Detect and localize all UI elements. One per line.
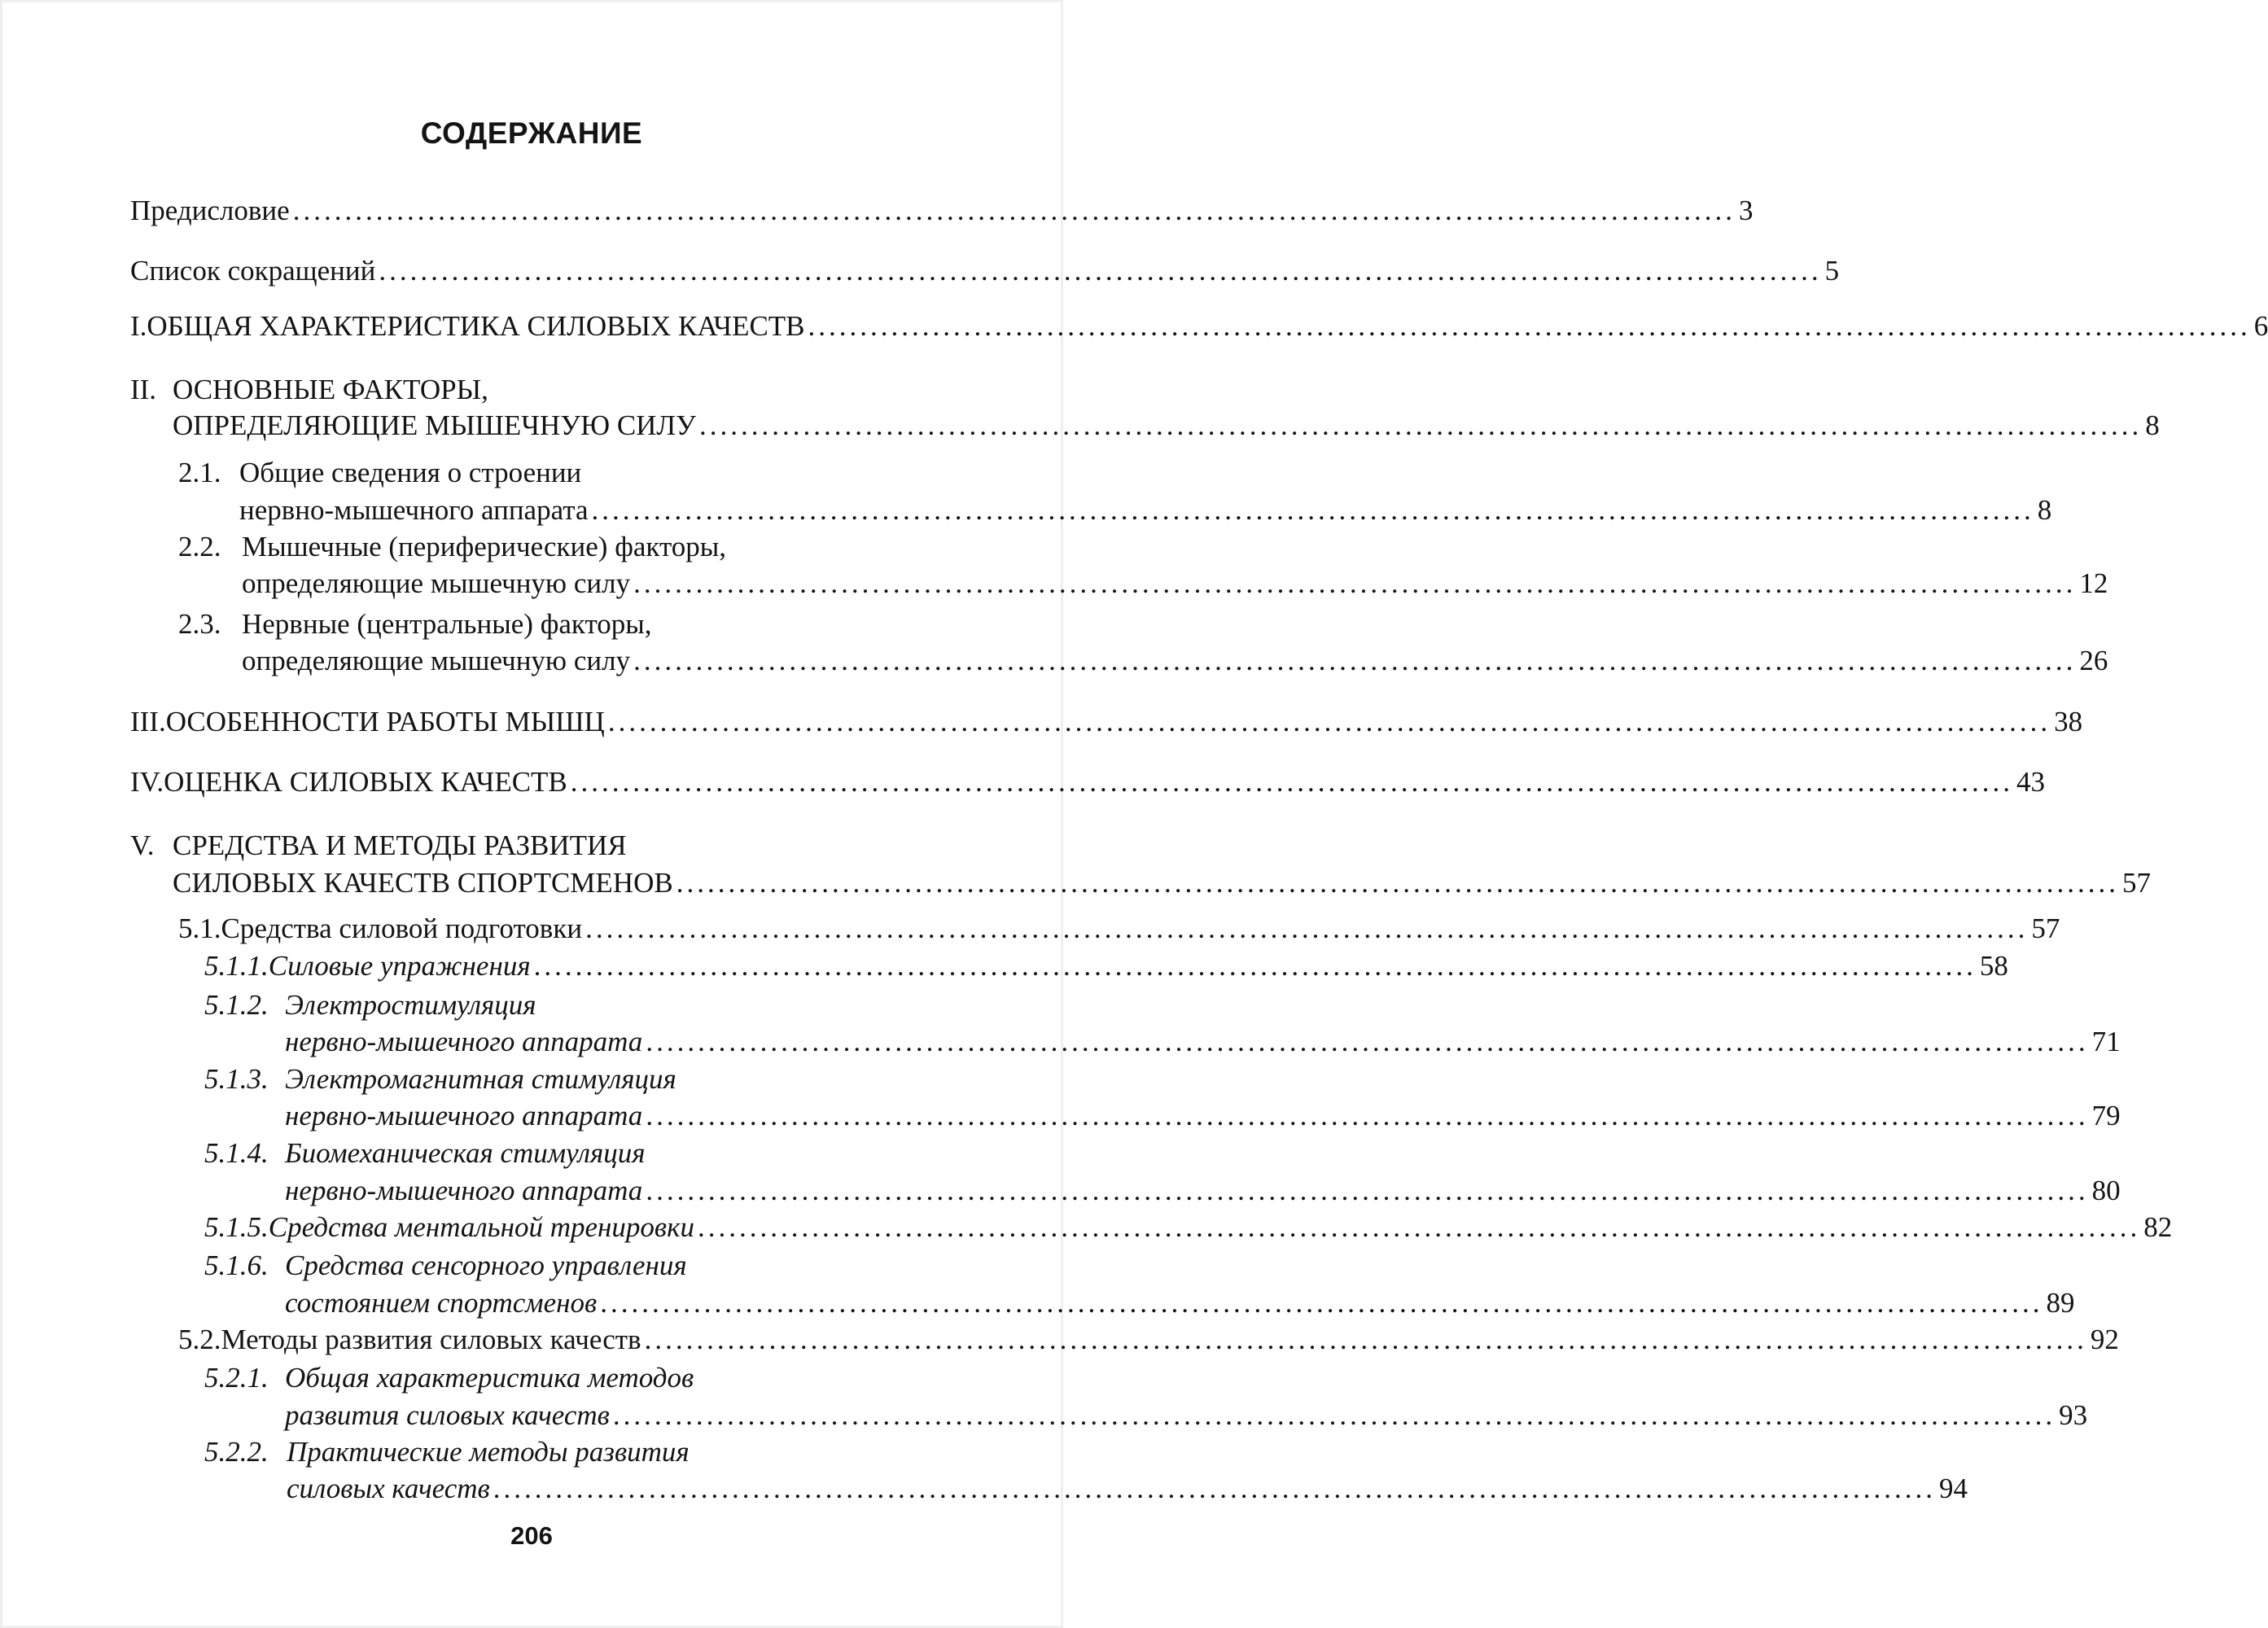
toc-entry-2-3[interactable] (242, 641, 2108, 681)
toc-entry-chapter-1[interactable] (130, 307, 2268, 346)
entry-page: 94 (1938, 1473, 1968, 1504)
dot-leader: ........................................................................................................................................... (612, 1399, 2056, 1431)
entry-title: определяющие мышечную силу (242, 567, 631, 599)
entry-number: V. (130, 829, 155, 861)
dot-leader: ........................................................................................................................................... (585, 912, 2029, 944)
entry-number: 5.1.5. (204, 1211, 269, 1243)
entry-number: II. (130, 374, 157, 405)
entry-page: 71 (2091, 1026, 2121, 1057)
toc-entry-chapter-2-line1[interactable] (130, 370, 488, 409)
entry-page: 43 (2016, 766, 2046, 798)
toc-entry-5-1[interactable] (178, 909, 2060, 948)
dot-leader: ........................................................................................................................................... (808, 310, 2251, 342)
entry-page: 89 (2046, 1287, 2075, 1319)
dot-leader: ........................................................................................................................................... (292, 195, 1736, 226)
dot-leader: ........................................................................................................................................... (591, 494, 2034, 526)
entry-title: развития силовых качеств (285, 1399, 610, 1431)
entry-page: 93 (2059, 1399, 2088, 1431)
toc-entry-5-2-2[interactable] (287, 1469, 1968, 1508)
toc-entry-preface[interactable] (130, 191, 1754, 230)
toc-entry-5-2-1[interactable] (285, 1396, 2088, 1435)
toc-entry-5-1-5[interactable] (204, 1208, 2173, 1247)
entry-number: 2.3. (178, 608, 221, 640)
toc-entry-5-1-1[interactable] (204, 947, 2008, 986)
entry-page: 5 (1824, 255, 1840, 287)
dot-leader: ........................................................................................................................................... (379, 255, 1822, 287)
dot-leader: ........................................................................................................................................... (698, 409, 2143, 441)
entry-page: 8 (2037, 494, 2052, 526)
entry-title: ОПРЕДЕЛЯЮЩИЕ МЫШЕЧНУЮ СИЛУ (173, 409, 696, 441)
entry-number: 5.2. (178, 1324, 221, 1355)
entry-number: 5.2.2. (204, 1436, 269, 1468)
entry-title: ОБЩАЯ ХАРАКТЕРИСТИКА СИЛОВЫХ КАЧЕСТВ (147, 310, 805, 342)
entry-title: Список сокращений (130, 255, 376, 287)
dot-leader: ........................................................................................................................................... (533, 950, 1977, 982)
dot-leader: ........................................................................................................................................... (607, 706, 2051, 737)
entry-title: определяющие мышечную силу (242, 645, 631, 676)
entry-title: Средства ментальной тренировки (268, 1211, 694, 1243)
entry-title-line1: Электростимуляция (285, 989, 536, 1021)
entry-number: 5.2.1. (204, 1362, 269, 1394)
entry-number: 5.1.2. (204, 989, 269, 1021)
entry-page: 92 (2090, 1324, 2119, 1355)
entry-page: 6 (2253, 310, 2268, 342)
entry-page: 3 (1738, 195, 1754, 226)
entry-title: нервно-мышечного аппарата (239, 494, 589, 526)
entry-page: 57 (2121, 867, 2151, 899)
entry-page: 38 (2054, 706, 2083, 737)
entry-title-line1: Средства сенсорного управления (285, 1249, 687, 1281)
entry-title: нервно-мышечного аппарата (285, 1026, 643, 1057)
entry-title-line1: Электромагнитная стимуляция (285, 1063, 676, 1095)
entry-title-line1: Общая характеристика методов (285, 1362, 694, 1394)
toc-entry-5-1-6-line1[interactable] (204, 1246, 687, 1285)
dot-leader: ........................................................................................................................................... (570, 766, 2014, 798)
dot-leader: ........................................................................................................................................... (633, 567, 2077, 599)
entry-title-line1: Мышечные (периферические) факторы, (242, 531, 727, 562)
dot-leader: ........................................................................................................................................... (600, 1287, 2043, 1319)
entry-title: нервно-мышечного аппарата (285, 1100, 643, 1131)
toc-entry-5-1-2-line1[interactable] (204, 986, 536, 1025)
entry-title: СИЛОВЫХ КАЧЕСТВ СПОРТСМЕНОВ (173, 867, 673, 899)
entry-number: 2.1. (178, 457, 221, 488)
toc-entry-2-2-line1[interactable] (178, 527, 726, 567)
toc-entry-5-1-3-line1[interactable] (204, 1060, 676, 1099)
entry-title-line1: Биомеханическая стимуляция (285, 1137, 646, 1169)
dot-leader: ........................................................................................................................................... (644, 1324, 2087, 1355)
entry-page: 26 (2079, 645, 2108, 676)
entry-number: 5.1. (178, 912, 221, 944)
dot-leader: ........................................................................................................................................... (646, 1175, 2089, 1206)
entry-title: силовых качеств (287, 1473, 490, 1504)
entry-number: 2.2. (178, 531, 221, 562)
entry-title: состоянием спортсменов (285, 1287, 598, 1319)
entry-page: 8 (2145, 409, 2160, 441)
entry-title-line1: Общие сведения о строении (239, 457, 582, 488)
toc-entry-chapter-2[interactable] (173, 406, 2160, 445)
entry-number: 5.1.3. (204, 1063, 269, 1095)
toc-entry-5-1-4-line1[interactable] (204, 1134, 646, 1173)
dot-leader: ........................................................................................................................................... (646, 1100, 2089, 1131)
entry-title: Предисловие (130, 195, 290, 226)
toc-entry-5-1-2[interactable] (285, 1022, 2121, 1061)
toc-entry-2-1-line1[interactable] (178, 453, 581, 492)
entry-title-line1: Нервные (центральные) факторы, (242, 608, 652, 640)
toc-entry-5-1-4[interactable] (285, 1171, 2121, 1210)
entry-title: Методы развития силовых качеств (221, 1324, 641, 1355)
toc-entry-2-1[interactable] (239, 491, 2052, 530)
toc-entry-5-1-6[interactable] (285, 1284, 2075, 1323)
entry-page: 12 (2079, 567, 2108, 599)
entry-number: 5.1.4. (204, 1137, 269, 1169)
entry-title-line1: СРЕДСТВА И МЕТОДЫ РАЗВИТИЯ (173, 829, 627, 861)
toc-entry-2-2[interactable] (242, 564, 2108, 603)
toc-entry-chapter-3[interactable] (130, 702, 2083, 742)
entry-title: ОСОБЕННОСТИ РАБОТЫ МЫШЦ (165, 706, 605, 737)
entry-title: Средства силовой подготовки (221, 912, 583, 944)
dot-leader: ........................................................................................................................................... (676, 867, 2119, 899)
entry-number: 5.1.6. (204, 1249, 269, 1281)
toc-entry-chapter-5[interactable] (173, 864, 2151, 903)
entry-page: 80 (2091, 1175, 2121, 1206)
entry-page: 79 (2091, 1100, 2121, 1131)
entry-page: 58 (1979, 950, 2008, 982)
page-title: СОДЕРЖАНИЕ (420, 116, 643, 150)
entry-title-line1: Практические методы развития (287, 1436, 690, 1468)
toc-entry-5-2-2-line1[interactable] (204, 1433, 690, 1472)
toc-entry-5-2[interactable] (178, 1320, 2119, 1359)
dot-leader: ........................................................................................................................................... (646, 1026, 2089, 1057)
entry-title: нервно-мышечного аппарата (285, 1175, 643, 1206)
entry-number: III. (130, 706, 166, 737)
entry-title: Силовые упражнения (268, 950, 531, 982)
toc-entry-abbreviations[interactable] (130, 252, 1840, 291)
toc-entry-chapter-5-line1[interactable] (130, 826, 627, 865)
entry-title: ОЦЕНКА СИЛОВЫХ КАЧЕСТВ (164, 766, 567, 798)
dot-leader: ........................................................................................................................................... (633, 645, 2077, 676)
page-number: 206 (510, 1521, 553, 1550)
toc-entry-5-2-1-line1[interactable] (204, 1359, 694, 1398)
toc-entry-5-1-3[interactable] (285, 1096, 2121, 1136)
entry-number: 5.1.1. (204, 950, 269, 982)
dot-leader: ........................................................................................................................................... (697, 1211, 2141, 1243)
dot-leader: ........................................................................................................................................... (493, 1473, 1936, 1504)
toc-entry-chapter-4[interactable] (130, 763, 2046, 802)
entry-page: 57 (2031, 912, 2060, 944)
toc-entry-2-3-line1[interactable] (178, 605, 652, 644)
entry-page: 82 (2143, 1211, 2173, 1243)
entry-number: I. (130, 310, 147, 342)
entry-title-line1: ОСНОВНЫЕ ФАКТОРЫ, (173, 374, 488, 405)
entry-number: IV. (130, 766, 164, 798)
